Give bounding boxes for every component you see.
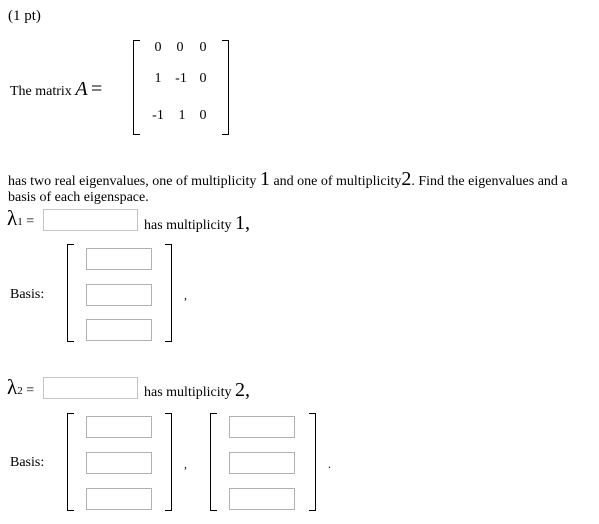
basis-1-left-bracket <box>67 244 74 342</box>
basis-2-vec-1-entry-1[interactable] <box>86 416 152 438</box>
matrix-left-bracket <box>133 40 140 135</box>
matrix-cell: -1 <box>152 108 164 123</box>
basis-1-entry-2[interactable] <box>86 284 152 306</box>
matrix-cell: 0 <box>176 40 184 55</box>
matrix-right-bracket <box>222 40 229 135</box>
matrix-cell: 1 <box>178 108 186 123</box>
basis-1-entry-3[interactable] <box>86 319 152 341</box>
lambda-symbol: λ <box>7 375 18 399</box>
multiplicity-text: has multiplicity <box>144 385 232 400</box>
basis-2-vec-1-right-bracket <box>165 413 172 511</box>
lambda-equals: = <box>26 383 35 398</box>
eigenvalue-1-input[interactable] <box>43 209 138 231</box>
matrix-cell: 0 <box>154 40 162 55</box>
matrix-cell: 0 <box>199 40 207 55</box>
basis-2-vec-2-entry-2[interactable] <box>229 452 295 474</box>
multiplicity-text: has multiplicity <box>144 218 232 233</box>
lambda-1-label <box>7 206 34 231</box>
lambda-subscript: 1 <box>17 216 23 228</box>
basis-2-vec-1-entry-2[interactable] <box>86 452 152 474</box>
matrix-equals: = <box>91 78 103 100</box>
basis-1-label: Basis: <box>10 287 45 302</box>
matrix-cell: 0 <box>199 71 207 86</box>
eigen2-multiplicity <box>144 379 250 402</box>
matrix-symbol: A <box>75 78 88 100</box>
matrix-intro <box>10 78 102 101</box>
matrix-cell: 0 <box>199 108 207 123</box>
multiplicity-two: 2 <box>401 168 412 190</box>
basis-1-trailing: , <box>184 288 187 302</box>
multiplicity-one: 1 <box>259 168 270 190</box>
basis-2-vec-2-entry-1[interactable] <box>229 416 295 438</box>
basis-2-separator: , <box>184 457 187 471</box>
basis-2-label: Basis: <box>10 455 45 470</box>
lambda-equals: = <box>26 214 35 229</box>
basis-2-vec-1-left-bracket <box>67 413 74 511</box>
basis-2-vec-2-right-bracket <box>309 413 316 511</box>
lambda-subscript: 2 <box>17 385 23 397</box>
problem-text: and one of multiplicity <box>273 174 402 189</box>
problem-line-2: basis of each eigenspace. <box>8 190 149 205</box>
matrix-cell: -1 <box>175 71 187 86</box>
multiplicity-value: 1, <box>235 212 250 234</box>
lambda-symbol: λ <box>7 206 18 230</box>
points-label: (1 pt) <box>8 8 41 24</box>
matrix-cell: 1 <box>154 71 162 86</box>
problem-text: . Find the eigenvalues and a <box>411 174 568 189</box>
basis-2-vec-2-left-bracket <box>210 413 217 511</box>
multiplicity-value: 2, <box>235 379 250 401</box>
basis-2-trailing: . <box>328 457 331 471</box>
problem-line-1 <box>8 168 568 191</box>
basis-1-right-bracket <box>165 244 172 342</box>
basis-1-entry-1[interactable] <box>86 248 152 270</box>
lambda-2-label <box>7 375 34 400</box>
matrix-intro-text: The matrix <box>10 84 72 99</box>
basis-2-vec-1-entry-3[interactable] <box>86 488 152 510</box>
eigenvalue-2-input[interactable] <box>43 377 138 399</box>
basis-2-vec-2-entry-3[interactable] <box>229 488 295 510</box>
problem-text: has two real eigenvalues, one of multiplicity <box>8 174 257 189</box>
eigen1-multiplicity <box>144 212 250 235</box>
